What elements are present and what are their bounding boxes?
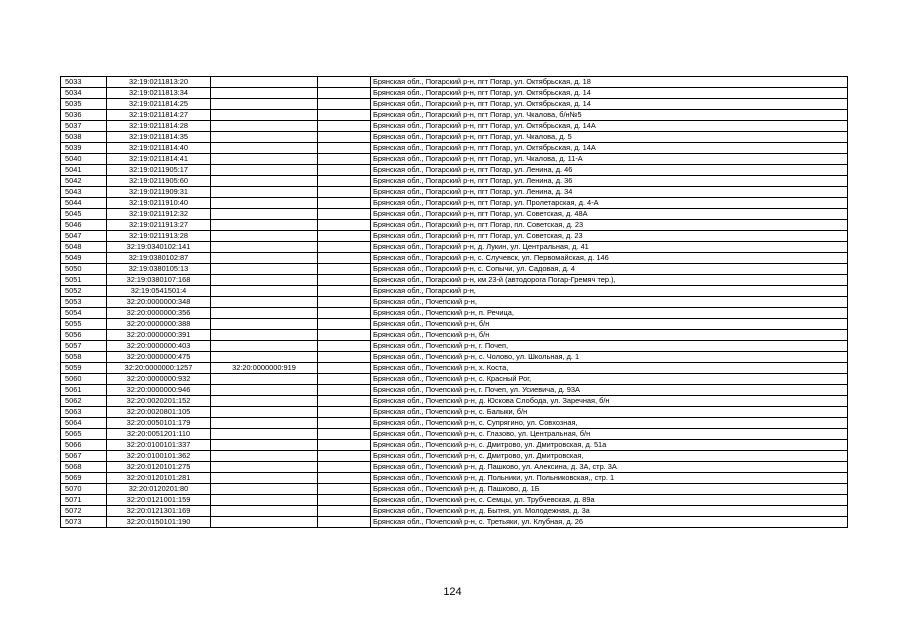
row-number-cell: 5073 — [61, 517, 107, 528]
address-cell: Брянская обл., Почепский р-н, — [371, 297, 848, 308]
row-number-cell: 5064 — [61, 418, 107, 429]
row-number-cell: 5070 — [61, 484, 107, 495]
cadastral-number-cell: 32:19:0340102:141 — [107, 242, 211, 253]
extra-cell — [318, 209, 371, 220]
extra-cell — [318, 440, 371, 451]
previous-cadastral-number-cell — [211, 220, 318, 231]
table-row — [61, 253, 848, 264]
row-number-cell: 5062 — [61, 396, 107, 407]
table-row — [61, 297, 848, 308]
extra-cell — [318, 231, 371, 242]
row-number-cell: 5068 — [61, 462, 107, 473]
extra-cell — [318, 506, 371, 517]
cadastral-number-cell: 32:19:0380107:168 — [107, 275, 211, 286]
table-row — [61, 330, 848, 341]
extra-cell — [318, 77, 371, 88]
table-row — [61, 121, 848, 132]
extra-cell — [318, 110, 371, 121]
row-number-cell: 5047 — [61, 231, 107, 242]
table-row — [61, 429, 848, 440]
row-number-cell: 5050 — [61, 264, 107, 275]
extra-cell — [318, 176, 371, 187]
address-cell: Брянская обл., Погарский р-н, пгт Погар, пл. Советская, д. 23 — [371, 220, 848, 231]
row-number-cell: 5063 — [61, 407, 107, 418]
previous-cadastral-number-cell — [211, 385, 318, 396]
extra-cell — [318, 275, 371, 286]
row-number-cell: 5067 — [61, 451, 107, 462]
previous-cadastral-number-cell — [211, 396, 318, 407]
table-row — [61, 495, 848, 506]
extra-cell — [318, 462, 371, 473]
address-cell: Брянская обл., Почепский р-н, с. Балыки, б/н — [371, 407, 848, 418]
table-row — [61, 231, 848, 242]
extra-cell — [318, 407, 371, 418]
address-cell: Брянская обл., Почепский р-н, с. Дмитрово, ул. Дмитровская, — [371, 451, 848, 462]
table-row — [61, 165, 848, 176]
address-cell: Брянская обл., Погарский р-н, пгт Погар, ул. Октябрьская, д. 14А — [371, 143, 848, 154]
address-cell: Брянская обл., Почепский р-н, б/н — [371, 319, 848, 330]
previous-cadastral-number-cell — [211, 121, 318, 132]
row-number-cell: 5035 — [61, 99, 107, 110]
cadastral-number-cell: 32:20:0000000:946 — [107, 385, 211, 396]
row-number-cell: 5039 — [61, 143, 107, 154]
address-cell: Брянская обл., Почепский р-н, с. Третьяки, ул. Клубная, д. 26 — [371, 517, 848, 528]
table-row — [61, 385, 848, 396]
cadastral-number-cell: 32:20:0000000:475 — [107, 352, 211, 363]
extra-cell — [318, 253, 371, 264]
address-cell: Брянская обл., Почепский р-н, с. Супрягино, ул. Совхозная, — [371, 418, 848, 429]
row-number-cell: 5061 — [61, 385, 107, 396]
row-number-cell: 5034 — [61, 88, 107, 99]
row-number-cell: 5051 — [61, 275, 107, 286]
cadastral-number-cell: 32:19:0211813:34 — [107, 88, 211, 99]
previous-cadastral-number-cell — [211, 341, 318, 352]
extra-cell — [318, 451, 371, 462]
address-cell: Брянская обл., Погарский р-н, д. Лукин, ул. Центральная, д. 41 — [371, 242, 848, 253]
address-cell: Брянская обл., Погарский р-н, км 23-й (автодорога Погар-Гремяч тер.), — [371, 275, 848, 286]
cadastral-number-cell: 32:19:0211913:28 — [107, 231, 211, 242]
row-number-cell: 5054 — [61, 308, 107, 319]
previous-cadastral-number-cell — [211, 506, 318, 517]
previous-cadastral-number-cell — [211, 176, 318, 187]
row-number-cell: 5033 — [61, 77, 107, 88]
cadastral-number-cell: 32:20:0100101:337 — [107, 440, 211, 451]
previous-cadastral-number-cell — [211, 407, 318, 418]
previous-cadastral-number-cell — [211, 286, 318, 297]
table-row — [61, 242, 848, 253]
row-number-cell: 5058 — [61, 352, 107, 363]
address-cell: Брянская обл., Погарский р-н, пгт Погар, ул. Октябрьская, д. 14 — [371, 99, 848, 110]
cadastral-number-cell: 32:20:0000000:1257 — [107, 363, 211, 374]
table-row — [61, 341, 848, 352]
registry-table-container — [60, 76, 847, 528]
row-number-cell: 5059 — [61, 363, 107, 374]
registry-table-body — [61, 77, 848, 528]
previous-cadastral-number-cell — [211, 352, 318, 363]
extra-cell — [318, 429, 371, 440]
table-row — [61, 209, 848, 220]
previous-cadastral-number-cell — [211, 231, 318, 242]
address-cell: Брянская обл., Почепский р-н, г. Почеп, — [371, 341, 848, 352]
cadastral-number-cell: 32:19:0211905:17 — [107, 165, 211, 176]
extra-cell — [318, 242, 371, 253]
previous-cadastral-number-cell: 32:20:0000000:919 — [211, 363, 318, 374]
cadastral-number-cell: 32:20:0150101:190 — [107, 517, 211, 528]
extra-cell — [318, 517, 371, 528]
address-cell: Брянская обл., Почепский р-н, х. Коста, — [371, 363, 848, 374]
table-row — [61, 99, 848, 110]
cadastral-number-cell: 32:20:0100101:362 — [107, 451, 211, 462]
row-number-cell: 5042 — [61, 176, 107, 187]
row-number-cell: 5037 — [61, 121, 107, 132]
previous-cadastral-number-cell — [211, 330, 318, 341]
row-number-cell: 5049 — [61, 253, 107, 264]
table-row — [61, 396, 848, 407]
table-row — [61, 154, 848, 165]
row-number-cell: 5066 — [61, 440, 107, 451]
cadastral-number-cell: 32:20:0000000:388 — [107, 319, 211, 330]
table-row — [61, 506, 848, 517]
previous-cadastral-number-cell — [211, 242, 318, 253]
row-number-cell: 5041 — [61, 165, 107, 176]
address-cell: Брянская обл., Почепский р-н, с. Глазово, ул. Центральная, б/н — [371, 429, 848, 440]
row-number-cell: 5052 — [61, 286, 107, 297]
table-row — [61, 143, 848, 154]
cadastral-number-cell: 32:20:0051201:110 — [107, 429, 211, 440]
extra-cell — [318, 385, 371, 396]
row-number-cell: 5069 — [61, 473, 107, 484]
cadastral-number-cell: 32:19:0211814:25 — [107, 99, 211, 110]
previous-cadastral-number-cell — [211, 451, 318, 462]
cadastral-number-cell: 32:19:0211813:20 — [107, 77, 211, 88]
cadastral-number-cell: 32:20:0121301:169 — [107, 506, 211, 517]
row-number-cell: 5071 — [61, 495, 107, 506]
previous-cadastral-number-cell — [211, 132, 318, 143]
previous-cadastral-number-cell — [211, 440, 318, 451]
previous-cadastral-number-cell — [211, 187, 318, 198]
address-cell: Брянская обл., Почепский р-н, с. Семцы, ул. Трубчевская, д. 89а — [371, 495, 848, 506]
row-number-cell: 5056 — [61, 330, 107, 341]
cadastral-number-cell: 32:19:0211814:41 — [107, 154, 211, 165]
registry-table — [60, 76, 848, 528]
address-cell: Брянская обл., Погарский р-н, с. Случевск, ул. Первомайская, д. 146 — [371, 253, 848, 264]
previous-cadastral-number-cell — [211, 473, 318, 484]
row-number-cell: 5046 — [61, 220, 107, 231]
table-row — [61, 407, 848, 418]
table-row — [61, 187, 848, 198]
previous-cadastral-number-cell — [211, 275, 318, 286]
address-cell: Брянская обл., Погарский р-н, пгт Погар, ул. Чкалова, д. 5 — [371, 132, 848, 143]
cadastral-number-cell: 32:19:0380105:13 — [107, 264, 211, 275]
address-cell: Брянская обл., Погарский р-н, пгт Погар, ул. Ленина, д. 46 — [371, 165, 848, 176]
row-number-cell: 5045 — [61, 209, 107, 220]
extra-cell — [318, 308, 371, 319]
address-cell: Брянская обл., Погарский р-н, с. Сопычи, ул. Садовая, д. 4 — [371, 264, 848, 275]
table-row — [61, 462, 848, 473]
extra-cell — [318, 154, 371, 165]
extra-cell — [318, 297, 371, 308]
cadastral-number-cell: 32:19:0211905:60 — [107, 176, 211, 187]
cadastral-number-cell: 32:20:0120101:275 — [107, 462, 211, 473]
previous-cadastral-number-cell — [211, 110, 318, 121]
table-row — [61, 88, 848, 99]
table-row — [61, 418, 848, 429]
address-cell: Брянская обл., Почепский р-н, д. Пашково, ул. Алексина, д. 3А, стр. 3А — [371, 462, 848, 473]
extra-cell — [318, 352, 371, 363]
table-row — [61, 176, 848, 187]
previous-cadastral-number-cell — [211, 253, 318, 264]
table-row — [61, 198, 848, 209]
extra-cell — [318, 286, 371, 297]
address-cell: Брянская обл., Погарский р-н, пгт Погар, ул. Октябрьская, д. 18 — [371, 77, 848, 88]
cadastral-number-cell: 32:20:0020801:105 — [107, 407, 211, 418]
table-row — [61, 110, 848, 121]
extra-cell — [318, 143, 371, 154]
previous-cadastral-number-cell — [211, 143, 318, 154]
cadastral-number-cell: 32:19:0211814:40 — [107, 143, 211, 154]
extra-cell — [318, 99, 371, 110]
table-row — [61, 286, 848, 297]
cadastral-number-cell: 32:20:0121001:159 — [107, 495, 211, 506]
address-cell: Брянская обл., Почепский р-н, с. Дмитрово, ул. Дмитровская, д. 51а — [371, 440, 848, 451]
cadastral-number-cell: 32:19:0380102:87 — [107, 253, 211, 264]
address-cell: Брянская обл., Погарский р-н, пгт Погар, ул. Ленина, д. 36 — [371, 176, 848, 187]
cadastral-number-cell: 32:20:0120201:80 — [107, 484, 211, 495]
address-cell: Брянская обл., Погарский р-н, пгт Погар, ул. Советская, д. 48А — [371, 209, 848, 220]
previous-cadastral-number-cell — [211, 495, 318, 506]
row-number-cell: 5036 — [61, 110, 107, 121]
extra-cell — [318, 132, 371, 143]
row-number-cell: 5055 — [61, 319, 107, 330]
extra-cell — [318, 495, 371, 506]
address-cell: Брянская обл., Погарский р-н, пгт Погар, ул. Октябрьская, д. 14 — [371, 88, 848, 99]
cadastral-number-cell: 32:20:0120101:281 — [107, 473, 211, 484]
address-cell: Брянская обл., Почепский р-н, д. Польники, ул. Польниковская,, стр. 1 — [371, 473, 848, 484]
table-row — [61, 484, 848, 495]
cadastral-number-cell: 32:19:0211912:32 — [107, 209, 211, 220]
extra-cell — [318, 220, 371, 231]
row-number-cell: 5048 — [61, 242, 107, 253]
address-cell: Брянская обл., Погарский р-н, пгт Погар, ул. Пролетарская, д. 4-А — [371, 198, 848, 209]
address-cell: Брянская обл., Погарский р-н, пгт Погар, ул. Ленина, д. 34 — [371, 187, 848, 198]
table-row — [61, 363, 848, 374]
extra-cell — [318, 319, 371, 330]
extra-cell — [318, 264, 371, 275]
address-cell: Брянская обл., Почепский р-н, п. Речица, — [371, 308, 848, 319]
extra-cell — [318, 121, 371, 132]
address-cell: Брянская обл., Почепский р-н, г. Почеп, ул. Усиевича, д. 93А — [371, 385, 848, 396]
table-row — [61, 308, 848, 319]
previous-cadastral-number-cell — [211, 517, 318, 528]
address-cell: Брянская обл., Почепский р-н, д. Юскова Слобода, ул. Заречная, б/н — [371, 396, 848, 407]
row-number-cell: 5043 — [61, 187, 107, 198]
table-row — [61, 473, 848, 484]
address-cell: Брянская обл., Почепский р-н, д. Бытня, ул. Молодежная, д. 3а — [371, 506, 848, 517]
previous-cadastral-number-cell — [211, 77, 318, 88]
table-row — [61, 374, 848, 385]
cadastral-number-cell: 32:20:0050101:179 — [107, 418, 211, 429]
table-row — [61, 77, 848, 88]
extra-cell — [318, 88, 371, 99]
cadastral-number-cell: 32:20:0000000:391 — [107, 330, 211, 341]
previous-cadastral-number-cell — [211, 198, 318, 209]
address-cell: Брянская обл., Погарский р-н, пгт Погар, ул. Чкалова, б/н№5 — [371, 110, 848, 121]
cadastral-number-cell: 32:19:0211814:35 — [107, 132, 211, 143]
table-row — [61, 275, 848, 286]
table-row — [61, 352, 848, 363]
address-cell: Брянская обл., Почепский р-н, д. Пашково, д. 1Б — [371, 484, 848, 495]
address-cell: Брянская обл., Погарский р-н, — [371, 286, 848, 297]
previous-cadastral-number-cell — [211, 374, 318, 385]
previous-cadastral-number-cell — [211, 418, 318, 429]
row-number-cell: 5044 — [61, 198, 107, 209]
previous-cadastral-number-cell — [211, 429, 318, 440]
address-cell: Брянская обл., Погарский р-н, пгт Погар, ул. Октябрьская, д. 14А — [371, 121, 848, 132]
previous-cadastral-number-cell — [211, 462, 318, 473]
table-row — [61, 132, 848, 143]
row-number-cell: 5038 — [61, 132, 107, 143]
address-cell: Брянская обл., Погарский р-н, пгт Погар, ул. Чкалова, д. 11-А — [371, 154, 848, 165]
cadastral-number-cell: 32:20:0020201:152 — [107, 396, 211, 407]
cadastral-number-cell: 32:20:0000000:348 — [107, 297, 211, 308]
previous-cadastral-number-cell — [211, 297, 318, 308]
cadastral-number-cell: 32:19:0541501:4 — [107, 286, 211, 297]
extra-cell — [318, 396, 371, 407]
row-number-cell: 5065 — [61, 429, 107, 440]
previous-cadastral-number-cell — [211, 165, 318, 176]
extra-cell — [318, 165, 371, 176]
cadastral-number-cell: 32:19:0211910:40 — [107, 198, 211, 209]
cadastral-number-cell: 32:20:0000000:932 — [107, 374, 211, 385]
table-row — [61, 319, 848, 330]
previous-cadastral-number-cell — [211, 308, 318, 319]
previous-cadastral-number-cell — [211, 209, 318, 220]
row-number-cell: 5040 — [61, 154, 107, 165]
extra-cell — [318, 374, 371, 385]
previous-cadastral-number-cell — [211, 88, 318, 99]
table-row — [61, 440, 848, 451]
previous-cadastral-number-cell — [211, 484, 318, 495]
extra-cell — [318, 330, 371, 341]
cadastral-number-cell: 32:20:0000000:403 — [107, 341, 211, 352]
previous-cadastral-number-cell — [211, 99, 318, 110]
row-number-cell: 5057 — [61, 341, 107, 352]
table-row — [61, 517, 848, 528]
extra-cell — [318, 473, 371, 484]
extra-cell — [318, 484, 371, 495]
extra-cell — [318, 341, 371, 352]
extra-cell — [318, 187, 371, 198]
extra-cell — [318, 198, 371, 209]
address-cell: Брянская обл., Почепский р-н, б/н — [371, 330, 848, 341]
previous-cadastral-number-cell — [211, 264, 318, 275]
cadastral-number-cell: 32:19:0211814:27 — [107, 110, 211, 121]
row-number-cell: 5053 — [61, 297, 107, 308]
cadastral-number-cell: 32:20:0000000:356 — [107, 308, 211, 319]
address-cell: Брянская обл., Почепский р-н, с. Красный Рог, — [371, 374, 848, 385]
previous-cadastral-number-cell — [211, 154, 318, 165]
previous-cadastral-number-cell — [211, 319, 318, 330]
extra-cell — [318, 418, 371, 429]
table-row — [61, 451, 848, 462]
page-number: 124 — [443, 586, 462, 598]
cadastral-number-cell: 32:19:0211814:28 — [107, 121, 211, 132]
extra-cell — [318, 363, 371, 374]
row-number-cell: 5060 — [61, 374, 107, 385]
table-row — [61, 264, 848, 275]
cadastral-number-cell: 32:19:0211909:31 — [107, 187, 211, 198]
address-cell: Брянская обл., Погарский р-н, пгт Погар, ул. Советская, д. 23 — [371, 231, 848, 242]
address-cell: Брянская обл., Почепский р-н, с. Чолово, ул. Школьная, д. 1 — [371, 352, 848, 363]
cadastral-number-cell: 32:19:0211913:27 — [107, 220, 211, 231]
table-row — [61, 220, 848, 231]
row-number-cell: 5072 — [61, 506, 107, 517]
